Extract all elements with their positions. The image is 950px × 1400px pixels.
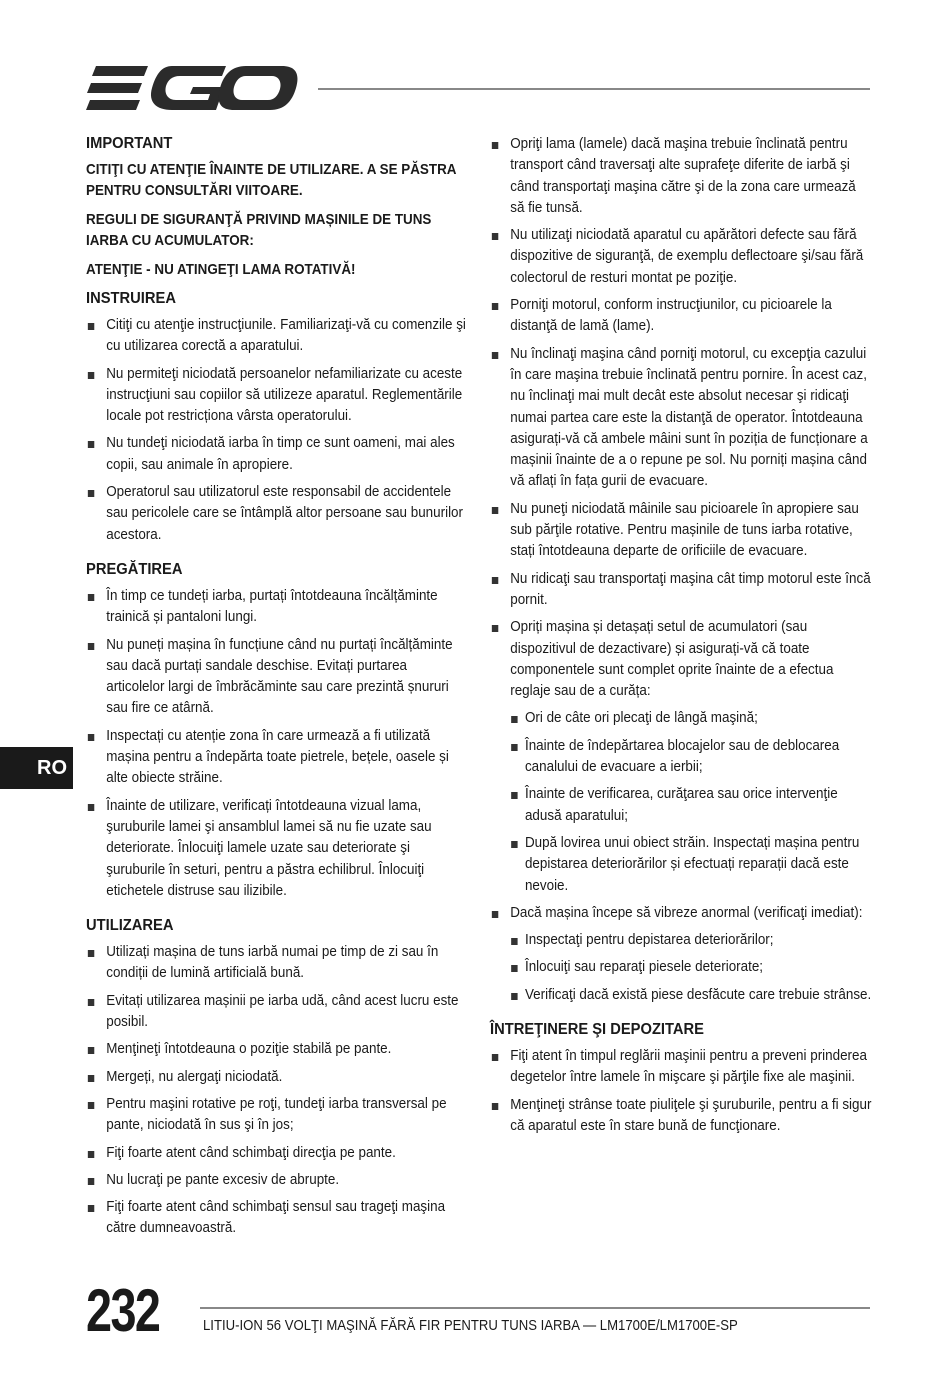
notice-safety-rules: REGULI DE SIGURANŢĂ PRIVIND MAȘINILE DE TUNS IARBA CU ACUMULATOR: bbox=[86, 212, 432, 249]
ego-logo bbox=[86, 62, 298, 114]
right-column bbox=[490, 134, 872, 1143]
list-item: Fiţi foarte atent când schimbaţi sensul sau trageţi maşina către dumneavoastră. bbox=[86, 1197, 466, 1240]
list-item: Nu lucraţi pe pante excesiv de abrupte. bbox=[86, 1170, 466, 1191]
left-column bbox=[86, 134, 466, 1246]
header-rule bbox=[318, 88, 870, 90]
important-heading: IMPORTANT bbox=[86, 135, 173, 152]
sub-list-item: Inspectaţi pentru depistarea deteriorărilor; bbox=[510, 930, 872, 951]
list-item: Operatorul sau utilizatorul este responsabil de accidentele sau pericolele care se întâmplă altor persoane sau bunurilor acestora. bbox=[86, 482, 466, 546]
list-item: Nu ridicaţi sau transportaţi maşina cât timp motorul este încă pornit. bbox=[490, 569, 872, 612]
sub-list-item: După lovirea unui obiect străin. Inspectați mașina pentru depistarea deteriorărilor și efectuați reparații dacă este nevoie. bbox=[510, 833, 872, 897]
pregatirea-list bbox=[86, 586, 466, 902]
sub-list-item: Înainte de verificarea, curăţarea sau orice intervenţie adusă aparatului; bbox=[510, 784, 872, 827]
list-item: În timp ce tundeți iarba, purtați întotdeauna încălțăminte trainică și pantaloni lungi. bbox=[86, 586, 466, 629]
list-item: Fiţi foarte atent când schimbaţi direcţia pe pante. bbox=[86, 1143, 466, 1164]
sub-list-item: Înainte de îndepărtarea blocajelor sau de deblocarea canalului de evacuare a ierbii; bbox=[510, 736, 872, 779]
list-item: Pentru maşini rotative pe roţi, tundeţi iarba transversal pe pante, niciodată în sus şi în jos; bbox=[86, 1094, 466, 1137]
list-item: Inspectați cu atenție zona în care urmează a fi utilizată mașina pentru a îndepărta toate pietrele, bețele, oasele și alte obiecte străine. bbox=[86, 726, 466, 790]
language-tab: RO bbox=[0, 747, 73, 789]
list-item: Opriţi lama (lamele) dacă maşina trebuie înclinată pentru transport când traversaţi alte suprafeţe diferite de iarbă şi când transportaţi maşina către şi de la zona care urmează să fie tunsă. bbox=[490, 134, 872, 219]
vibrate-sublist bbox=[510, 930, 872, 1006]
notice-read-carefully: CITIŢI CU ATENŢIE ÎNAINTE DE UTILIZARE. A SE PĂSTRA PENTRU CONSULTĂRI VIITOARE. bbox=[86, 162, 456, 199]
stop-machine-text: Opriți mașina și detașați setul de acumulatori (sau dispozitivul de dezactivare) și asigurați-vă că toate componentele sunt complet oprite înainte de a efectua reglaje sau de a curăța: bbox=[510, 619, 834, 700]
list-item: Citiţi cu atenţie instrucţiunile. Familiarizaţi-vă cu comenzile şi cu utilizarea corectă a aparatului. bbox=[86, 315, 466, 358]
footer-rule bbox=[200, 1307, 870, 1309]
maintenance-list bbox=[490, 1046, 872, 1137]
instruirea-list bbox=[86, 315, 466, 546]
list-item: Mergeți, nu alergaţi niciodată. bbox=[86, 1067, 466, 1088]
utilizarea-list bbox=[86, 942, 466, 1240]
notice-do-not-touch-blade: ATENŢIE - NU ATINGEŢI LAMA ROTATIVĂ! bbox=[86, 262, 356, 278]
list-item: Nu permiteţi niciodată persoanelor nefamiliarizate cu aceste instrucţiuni sau copiilor să utilizeze aparatul. Reglementările locale pot restricționa vârsta operatorului. bbox=[86, 364, 466, 428]
list-item: Nu puneţi niciodată mâinile sau picioarele în apropiere sau sub părţile rotative. Pentru mașinile de tuns iarba rotative, stați întotdeauna departe de orificiile de evacuare. bbox=[490, 499, 872, 563]
section-heading-utilizarea: UTILIZAREA bbox=[86, 917, 174, 935]
footer-product-title: LITIU-ION 56 VOLŢI MAŞINĂ FĂRĂ FIR PENTRU TUNS IARBA — LM1700E/LM1700E-SP bbox=[203, 1318, 738, 1334]
page-number: 232 bbox=[86, 1277, 160, 1344]
list-item: Porniţi motorul, conform instrucţiunilor, cu picioarele la distanţă de lamă (lame). bbox=[490, 295, 872, 338]
list-item: Nu puneți mașina în funcțiune când nu purtați încălțăminte sau dacă purtați sandale deschise. Evitați purtarea articolelor largi de îmbrăcăminte sau care prezintă șnururi sau fire ce atârnă. bbox=[86, 635, 466, 720]
list-item: Înainte de utilizare, verificați întotdeauna vizual lama, şuruburile lamei şi ansamblul lamei să nu fie uzate sau deteriorate. Înlocuiţi lamele uzate sau deteriorate şi şuruburile în seturi, pentru a păstra echilibrul. Înlocuiţi etichetele distruse sau ilizibile. bbox=[86, 796, 466, 902]
list-item: Evitați utilizarea mașinii pe iarba udă, când acest lucru este posibil. bbox=[86, 991, 466, 1034]
sub-list-item: Înlocuiţi sau reparaţi piesele deteriorate; bbox=[510, 957, 872, 978]
list-item: Nu tundeţi niciodată iarba în timp ce sunt oameni, mai ales copii, sau animale în apropiere. bbox=[86, 433, 466, 476]
list-item: Fiţi atent în timpul reglării maşinii pentru a preveni prinderea degetelor între lamele în mişcare şi părţile fixe ale maşinii. bbox=[490, 1046, 872, 1089]
operation-list bbox=[490, 134, 872, 1006]
list-item: Menţineţi strânse toate piuliţele şi şuruburile, pentru a fi sigur că aparatul este în stare bună de funcţionare. bbox=[490, 1095, 872, 1138]
sub-list-item: Verificaţi dacă există piese desfăcute care trebuie strânse. bbox=[510, 985, 872, 1006]
list-item: Nu utilizaţi niciodată aparatul cu apărători defecte sau fără dispozitive de siguranţă, de exemplu deflectoare şi/sau fără colectorul de resturi montat pe poziţie. bbox=[490, 225, 872, 289]
list-item: Utilizați mașina de tuns iarbă numai pe timp de zi sau în condiții de lumină artificială bună. bbox=[86, 942, 466, 985]
section-heading-pregatirea: PREGĂTIREA bbox=[86, 560, 183, 578]
list-item: Menţineţi întotdeauna o poziţie stabilă pe pante. bbox=[86, 1039, 466, 1060]
section-heading-maintenance: ÎNTREŢINERE ŞI DEPOZITARE bbox=[490, 1020, 705, 1038]
sub-list-item: Ori de câte ori plecaţi de lângă maşină; bbox=[510, 708, 872, 729]
list-item bbox=[490, 617, 872, 897]
section-heading-instruirea: INSTRUIREA bbox=[86, 290, 176, 307]
list-item: Nu înclinaţi maşina când porniţi motorul, cu excepţia cazului în care maşina trebuie înclinată pentru pornire. În acest caz, nu înclinaţi mai mult decât este absolut necesar şi ridicaţi numai partea care este la distanţă de operator. Întotdeauna asigurați-vă că ambele mâini sunt în poziția de funcționare a mașinii înainte de a o repune pe sol. Nu porniți mașina când vă aflați în fața gurii de evacuare. bbox=[490, 344, 872, 493]
stop-machine-sublist bbox=[510, 708, 872, 896]
list-item bbox=[490, 903, 872, 1006]
vibrate-text: Dacă mașina începe să vibreze anormal (verificaţi imediat): bbox=[510, 904, 863, 921]
